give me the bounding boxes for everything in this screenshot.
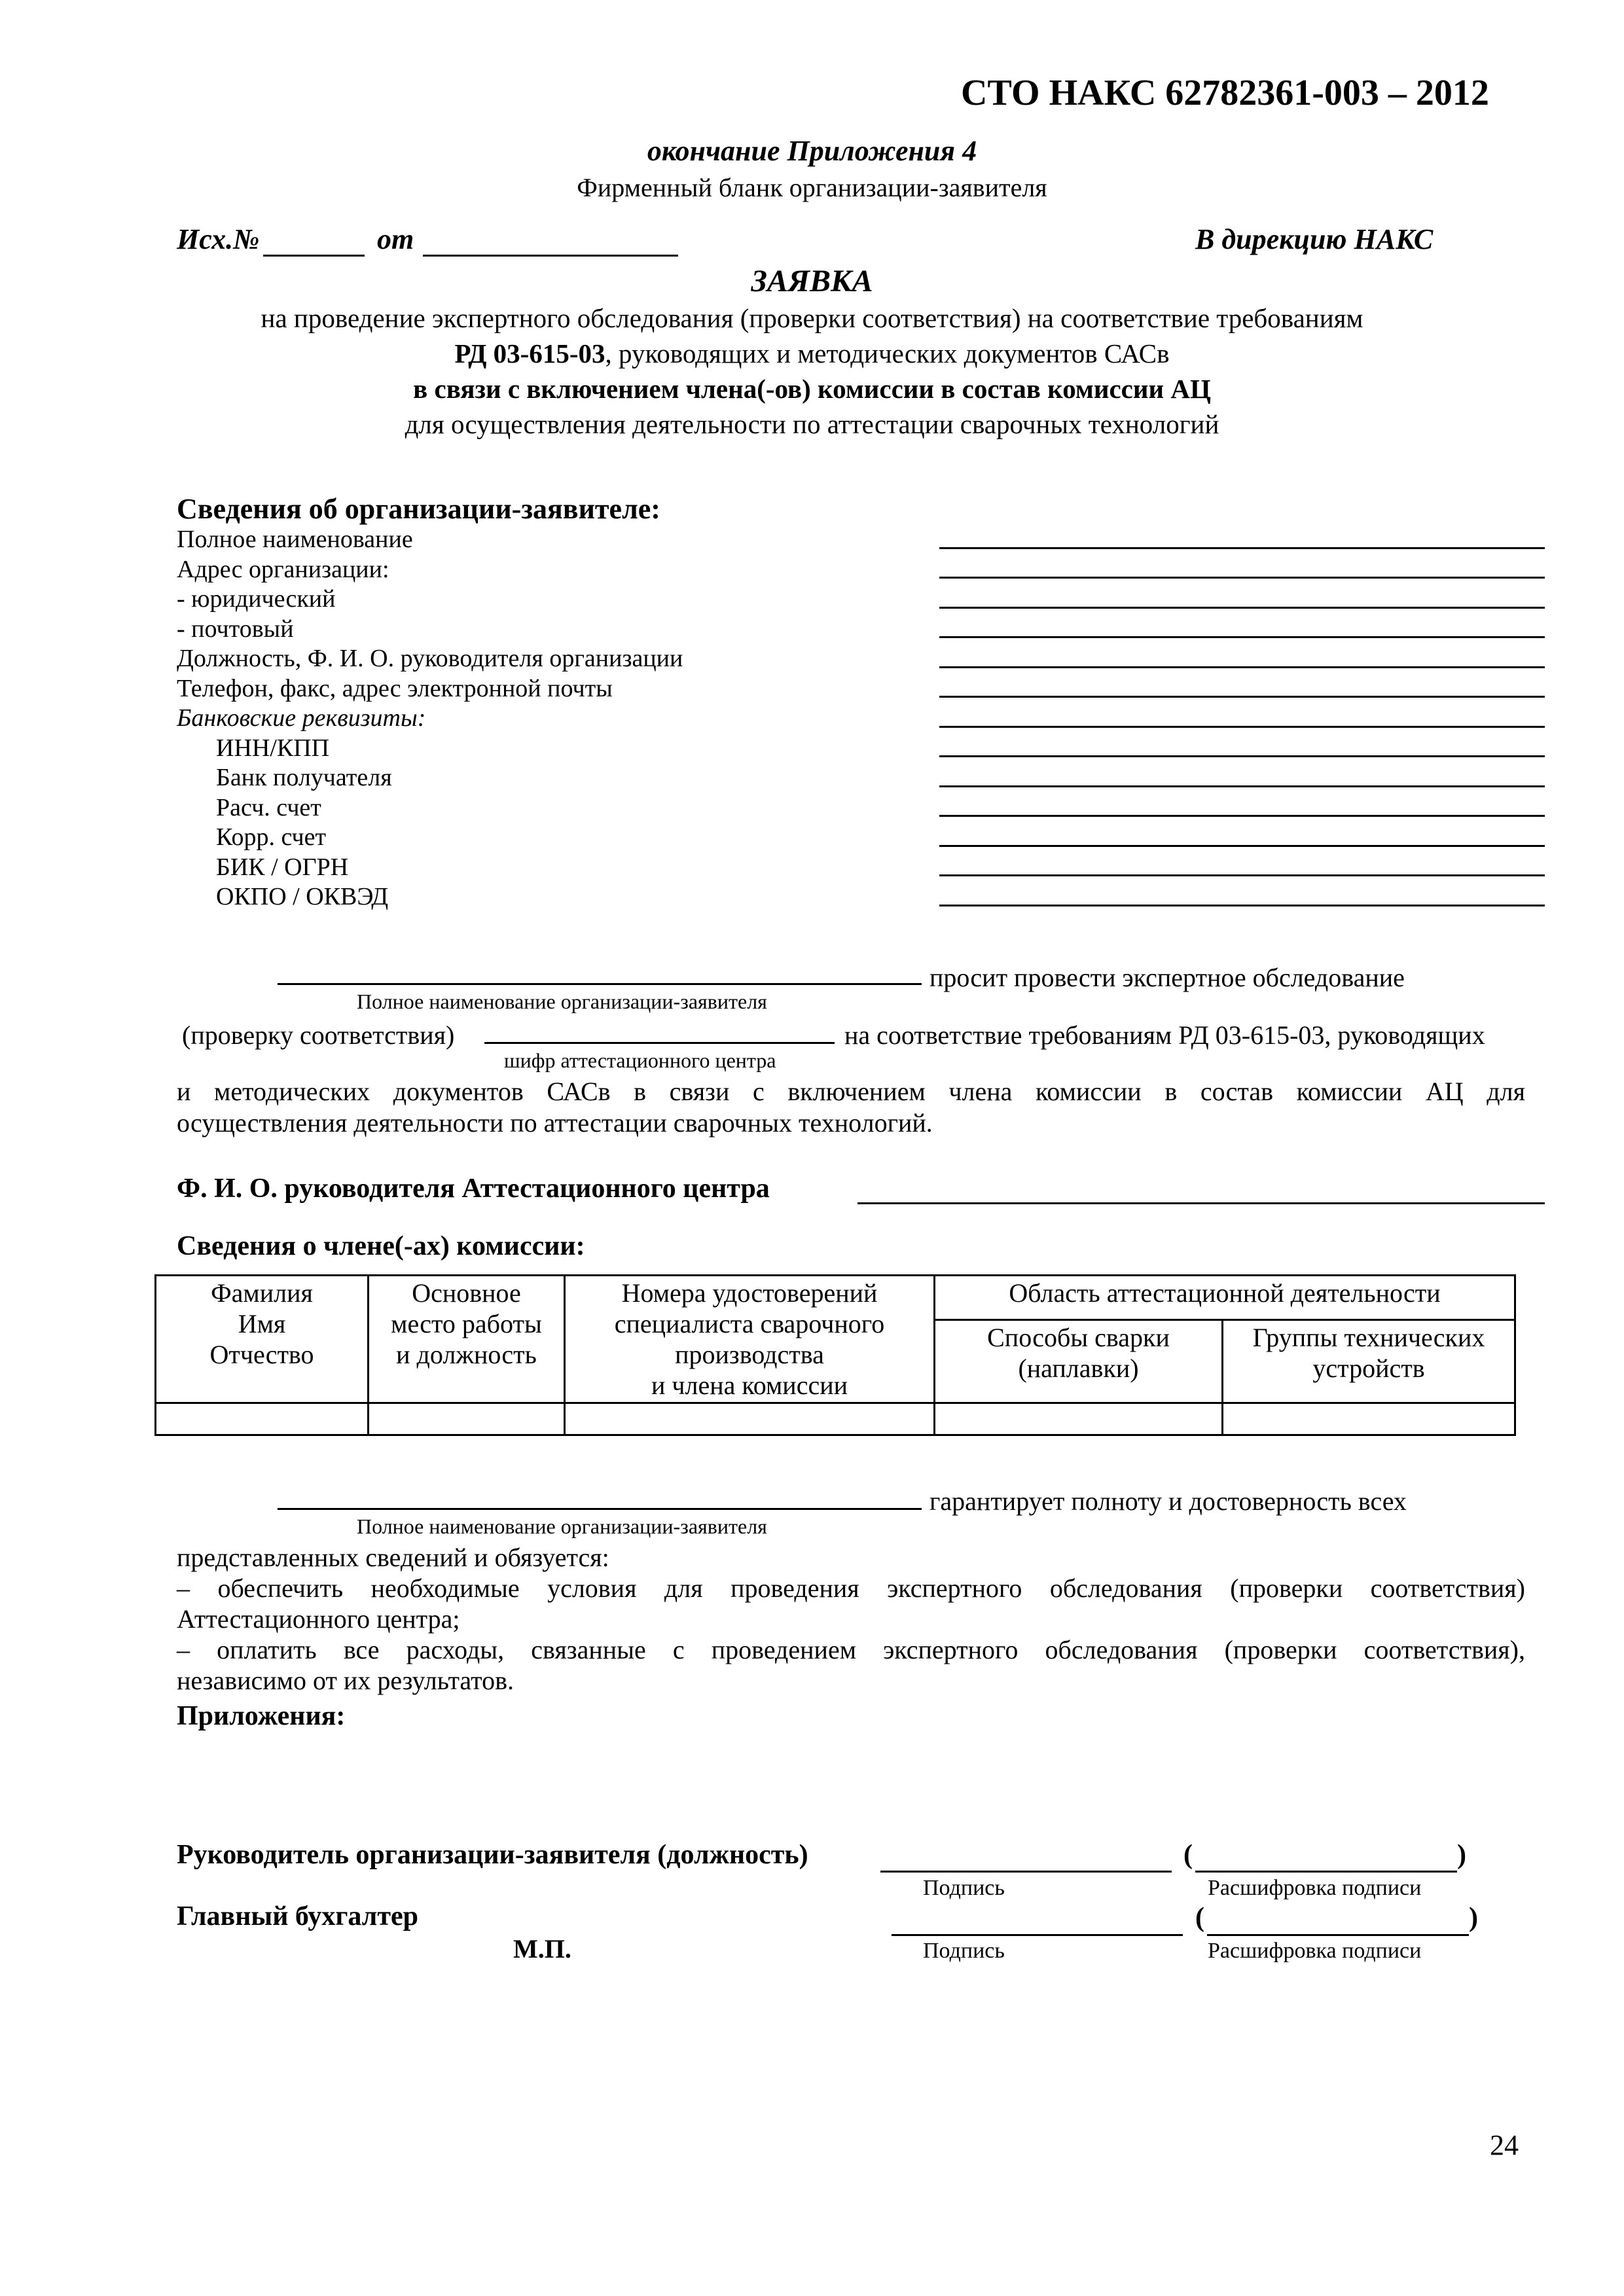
- field-line-bik[interactable]: [939, 874, 1545, 876]
- guarantee-item-1a: – обеспечить необходимые условия для проведения экспертного обследования (проверки соответствия): [177, 1573, 1525, 1603]
- field-line-corr-account[interactable]: [939, 845, 1545, 847]
- guarantor-org-caption: Полное наименование организации-заявителя: [357, 1515, 767, 1538]
- members-table: [154, 1274, 1516, 1436]
- col-header-work-line: Основное: [412, 1278, 521, 1308]
- field-label-bank-details: Банковские реквизиты:: [177, 704, 426, 732]
- field-label-inn: ИНН/КПП: [216, 734, 330, 762]
- col-header-area: Область аттестационной деятельности: [935, 1276, 1515, 1320]
- recipient: В дирекцию НАКС: [1195, 223, 1434, 255]
- head-of-center-field[interactable]: [857, 1202, 1545, 1204]
- guarantee-line-2: представленных сведений и обязуется:: [177, 1543, 609, 1572]
- col-header-name-line: Имя: [238, 1309, 286, 1338]
- request-line-4: для осуществления деятельности по аттестации сварочных технологий: [405, 409, 1219, 439]
- requirements-text: на соответствие требованиям РД 03-615-03, руководящих: [844, 1020, 1485, 1050]
- col-header-name: [156, 1276, 369, 1403]
- accountant-signature-label: Главный бухгалтер: [177, 1901, 418, 1931]
- page-number: 24: [1490, 2129, 1519, 2161]
- accountant-decoding-field[interactable]: [1207, 1934, 1469, 1936]
- appendix-title: окончание Приложения 4: [647, 135, 977, 167]
- head-signature-caption: Подпись: [923, 1876, 1005, 1900]
- field-label-postal: - почтовый: [177, 615, 294, 643]
- field-label-okpo: ОКПО / ОКВЭД: [216, 883, 389, 910]
- guarantor-org-field[interactable]: [278, 1508, 922, 1510]
- head-paren-close: ): [1457, 1840, 1466, 1870]
- col-header-groups-line: устройств: [1312, 1353, 1425, 1383]
- col-header-methods-line: Способы сварки: [987, 1322, 1170, 1352]
- accountant-signature-field[interactable]: [892, 1934, 1183, 1936]
- col-header-methods-line: (наплавки): [1018, 1353, 1139, 1383]
- document-code: СТО НАКС 62782361-003 – 2012: [961, 73, 1489, 113]
- field-line-postal[interactable]: [939, 636, 1545, 638]
- request-line-3: в связи с включением члена(-ов) комиссии в состав комиссии АЦ: [413, 374, 1211, 404]
- field-line-director[interactable]: [939, 666, 1545, 668]
- guarantee-item-1b: Аттестационного центра;: [177, 1604, 460, 1634]
- field-label-bik: БИК / ОГРН: [216, 853, 349, 881]
- request-line-2: [0, 338, 1624, 369]
- attachments-label: Приложения:: [177, 1701, 346, 1731]
- col-header-groups-line: Группы технических: [1252, 1322, 1485, 1352]
- outgoing-ref-field[interactable]: [263, 255, 365, 257]
- field-label-director: Должность, Ф. И. О. руководителя организации: [177, 645, 683, 672]
- org-name-caption: Полное наименование организации-заявителя: [357, 990, 767, 1013]
- cell-certs[interactable]: [565, 1403, 935, 1435]
- outgoing-date-label: от: [377, 223, 414, 255]
- field-label-corr-account: Корр. счет: [216, 823, 327, 851]
- cell-work[interactable]: [369, 1403, 565, 1435]
- field-label-contacts: Телефон, факс, адрес электронной почты: [177, 675, 613, 702]
- field-line-account[interactable]: [939, 815, 1545, 817]
- letterhead-note: Фирменный бланк организации-заявителя: [577, 173, 1047, 202]
- field-line-inn[interactable]: [939, 755, 1545, 757]
- col-header-work-line: и должность: [396, 1340, 537, 1369]
- request-line-2-rest: , руководящих и методических документов САСв: [605, 338, 1170, 368]
- col-header-certs: [565, 1276, 935, 1403]
- accountant-decoding-caption: Расшифровка подписи: [1208, 1939, 1422, 1963]
- col-header-work-line: место работы: [391, 1309, 542, 1338]
- field-label-full-name: Полное наименование: [177, 526, 413, 553]
- col-header-certs-line: специалиста сварочного: [614, 1309, 885, 1338]
- field-line-okpo[interactable]: [939, 905, 1545, 906]
- head-decoding-field[interactable]: [1195, 1871, 1457, 1873]
- table-header-row: [156, 1276, 1515, 1320]
- col-header-name-line: Фамилия: [211, 1278, 313, 1308]
- col-header-methods: [935, 1319, 1223, 1403]
- field-line-bank[interactable]: [939, 785, 1545, 787]
- cell-name[interactable]: [156, 1403, 369, 1435]
- request-title: ЗАЯВКА: [751, 264, 873, 298]
- col-header-certs-line: производства: [675, 1340, 824, 1369]
- field-label-account: Расч. счет: [216, 794, 321, 821]
- head-signature-label: Руководитель организации-заявителя (должность): [177, 1840, 808, 1870]
- request-paragraph-line-4: осуществления деятельности по аттестации сварочных технологий.: [177, 1108, 933, 1138]
- cell-methods[interactable]: [935, 1403, 1223, 1435]
- field-line-address[interactable]: [939, 577, 1545, 579]
- field-label-bank: Банк получателя: [216, 764, 392, 791]
- outgoing-date-field[interactable]: [423, 255, 678, 257]
- field-line-bank-details[interactable]: [939, 726, 1545, 728]
- head-decoding-caption: Расшифровка подписи: [1208, 1876, 1422, 1900]
- col-header-certs-line: Номера удостоверений: [621, 1278, 878, 1308]
- col-header-groups: [1223, 1319, 1515, 1403]
- org-name-field[interactable]: [278, 983, 922, 985]
- head-of-center-label: Ф. И. О. руководителя Аттестационного центра: [177, 1174, 770, 1204]
- field-line-legal[interactable]: [939, 607, 1545, 609]
- request-paragraph-line-3: и методических документов САСв в связи с включением члена комиссии в состав комиссии АЦ для: [177, 1077, 1525, 1106]
- center-code-caption: шифр аттестационного центра: [504, 1049, 776, 1072]
- members-heading: Сведения о члене(-ах) комиссии:: [177, 1231, 585, 1261]
- standard-code: РД 03-615-03: [454, 338, 605, 368]
- center-code-field[interactable]: [484, 1042, 835, 1044]
- request-line-1: на проведение экспертного обследования (проверки соответствия) на соответствие требованиям: [261, 303, 1363, 333]
- accountant-paren-open: (: [1195, 1903, 1204, 1933]
- field-line-full-name[interactable]: [939, 547, 1545, 549]
- field-line-contacts[interactable]: [939, 696, 1545, 698]
- check-text: (проверку соответствия): [182, 1020, 455, 1050]
- guarantee-item-2a: – оплатить все расходы, связанные с проведением экспертного обследования (проверки соответствия),: [177, 1635, 1525, 1664]
- head-paren-open: (: [1183, 1840, 1193, 1870]
- guarantee-text: гарантирует полноту и достоверность всех: [929, 1486, 1407, 1516]
- field-label-legal: - юридический: [177, 585, 336, 613]
- col-header-certs-line: и члена комиссии: [651, 1371, 848, 1400]
- col-header-work: [369, 1276, 565, 1403]
- field-label-address: Адрес организации:: [177, 556, 389, 583]
- table-row: [156, 1403, 1515, 1435]
- accountant-paren-close: ): [1469, 1903, 1478, 1933]
- accountant-signature-caption: Подпись: [923, 1939, 1005, 1963]
- col-header-name-line: Отчество: [209, 1340, 314, 1369]
- outgoing-ref-label: Исх.№: [177, 223, 260, 255]
- cell-groups[interactable]: [1223, 1403, 1515, 1435]
- org-info-heading: Сведения об организации-заявителе:: [177, 493, 660, 525]
- asks-text: просит провести экспертное обследование: [929, 963, 1405, 992]
- stamp-label: М.П.: [513, 1934, 571, 1964]
- guarantee-item-2b: независимо от их результатов.: [177, 1666, 514, 1695]
- head-signature-field[interactable]: [880, 1871, 1172, 1873]
